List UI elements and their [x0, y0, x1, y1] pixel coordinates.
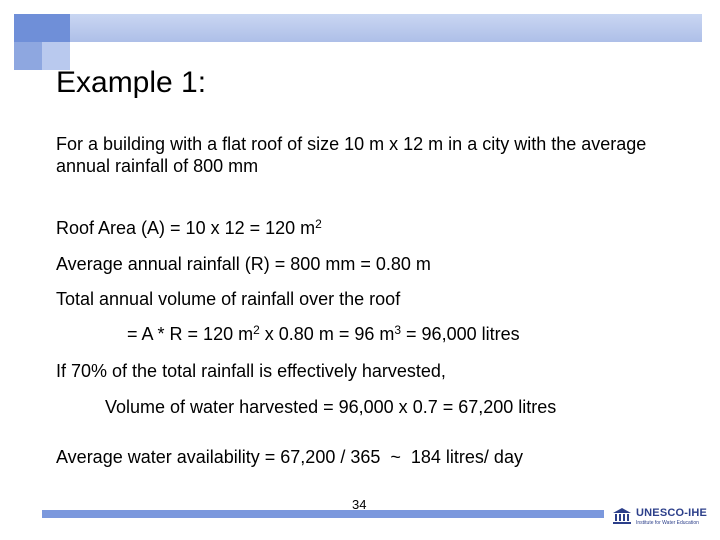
volume-calculation-line: [127, 323, 520, 345]
harvest-condition-line: If 70% of the total rainfall is effectively harvested,: [56, 361, 446, 381]
rainfall-line: Average annual rainfall (R) = 800 mm = 0.80 m: [56, 254, 431, 274]
harvested-volume-line: Volume of water harvested = 96,000 x 0.7 = 67,200 litres: [105, 397, 557, 417]
logo-title: UNESCO-IHE: [636, 507, 708, 519]
logo-subtitle: Institute for Water Education: [636, 520, 699, 526]
volume-calc-part3: = 96,000 litres: [401, 324, 520, 344]
volume-calc-exponent-1: 2: [253, 323, 260, 337]
volume-calc-part2: x 0.80 m = 96 m: [259, 324, 395, 344]
page-number: 34: [352, 497, 367, 512]
roof-area-exponent: 2: [315, 217, 322, 231]
volume-calc-exponent-2: 3: [394, 323, 402, 337]
slide-title: Example 1:: [56, 66, 207, 99]
total-volume-label: Total annual volume of rainfall over the roof: [56, 289, 401, 309]
availability-line: Average water availability = 67,200 / 365 ~ 184 litres/ day: [56, 447, 523, 467]
header-bar: [42, 14, 702, 42]
roof-area-line: [56, 217, 322, 239]
decorative-square-medium: [14, 42, 42, 70]
temple-logo-icon: [612, 507, 632, 525]
roof-area-text: Roof Area (A) = 10 x 12 = 120 m: [56, 218, 316, 238]
footer-bar: [42, 510, 604, 518]
volume-calc-part1: = A * R = 120 m: [127, 324, 254, 344]
unesco-ihe-logo: [612, 505, 708, 529]
intro-text: For a building with a flat roof of size 10 m x 12 m in a city with the average annual rainfall of 800 mm: [56, 134, 647, 176]
